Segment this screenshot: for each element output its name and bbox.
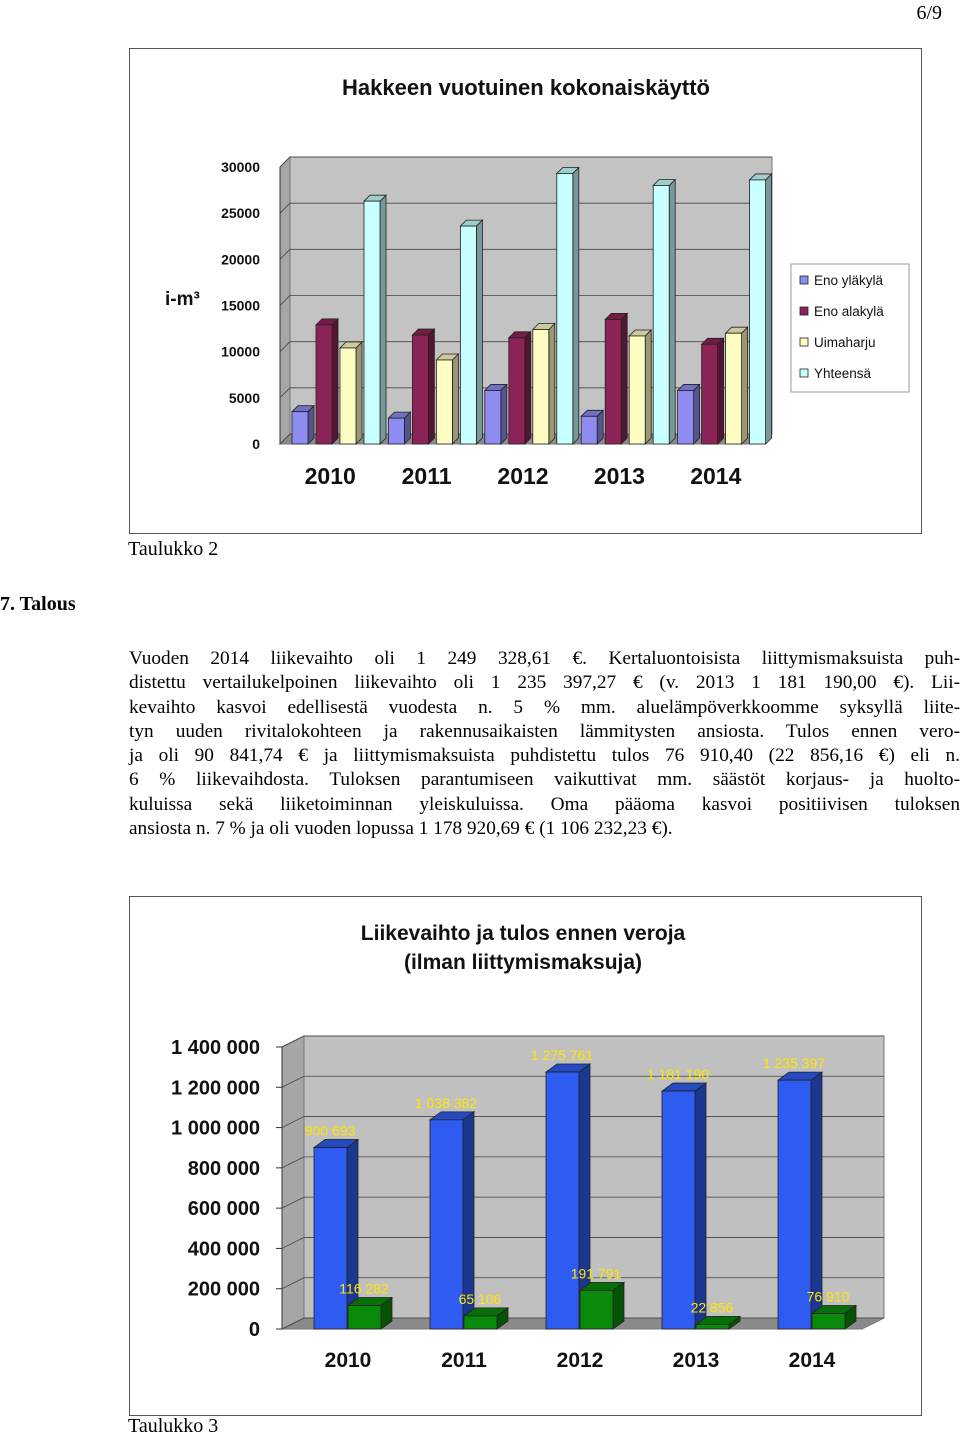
bar-side bbox=[742, 327, 748, 444]
chart-hakkeen-kaytto bbox=[129, 48, 922, 534]
bar bbox=[388, 412, 410, 444]
paragraph-line: ja oli 90 841,74 € ja liittymismaksuista puhdistettu tulos 76 910,40 (22 856,16 €) eli n. bbox=[129, 745, 960, 767]
chart-title: Liikevaihto ja tulos ennen veroja bbox=[360, 922, 686, 945]
bar-front bbox=[388, 418, 404, 444]
x-tick-label: 2010 bbox=[304, 463, 356, 489]
y-tick-label: 1 400 000 bbox=[171, 1037, 260, 1059]
section-heading: 7. Talous bbox=[0, 593, 76, 615]
bar-front bbox=[464, 1316, 497, 1329]
y-tick-label: 200 000 bbox=[187, 1278, 260, 1301]
caption-taulukko-2: Taulukko 2 bbox=[128, 538, 219, 560]
legend-swatch bbox=[800, 276, 808, 284]
bar bbox=[812, 1306, 856, 1329]
bar bbox=[316, 319, 338, 444]
bar-side bbox=[356, 342, 362, 444]
data-label: 22 856 bbox=[690, 1299, 734, 1316]
y-tick-label: 1 200 000 bbox=[171, 1077, 260, 1100]
bar-front bbox=[292, 412, 308, 444]
bar bbox=[533, 324, 555, 444]
bar bbox=[460, 220, 482, 444]
bar bbox=[485, 384, 507, 444]
bar-front bbox=[653, 185, 669, 444]
paragraph-line: kuluissa sekä liiketoiminnan yleiskuluissa. Oma pääoma kasvoi positiivisen tuloksen bbox=[129, 793, 960, 815]
bar-front bbox=[557, 173, 573, 444]
bar-front bbox=[316, 325, 332, 444]
data-label: 76 910 bbox=[806, 1288, 850, 1305]
bar-front bbox=[726, 333, 742, 444]
y-tick-label: 0 bbox=[248, 1319, 260, 1341]
bar bbox=[662, 1083, 706, 1329]
x-tick-label: 2011 bbox=[401, 463, 452, 489]
paragraph-line: tyn uuden rivitalokohteen ja rakennusaikaisten lämmitysten ansiosta. Tulos ennen vero- bbox=[129, 720, 960, 742]
legend-label: Yhteensä bbox=[814, 366, 872, 381]
bar-front bbox=[364, 201, 380, 444]
bar bbox=[412, 329, 434, 444]
body-paragraph bbox=[129, 647, 960, 841]
bar-front bbox=[678, 390, 694, 444]
bar-side bbox=[380, 195, 386, 444]
legend-label: Eno alakylä bbox=[814, 304, 884, 319]
bar-front bbox=[629, 336, 645, 444]
bar-side bbox=[694, 384, 700, 444]
plot-side-wall bbox=[282, 1036, 304, 1329]
bar-side bbox=[308, 406, 314, 444]
x-tick-label: 2010 bbox=[324, 1349, 372, 1372]
bar-front bbox=[314, 1148, 347, 1329]
bar-front bbox=[533, 330, 549, 444]
x-tick-label: 2011 bbox=[441, 1349, 487, 1372]
bar bbox=[581, 410, 603, 444]
legend-label: Uimaharju bbox=[814, 335, 876, 350]
bar bbox=[702, 338, 724, 444]
bar bbox=[557, 167, 579, 444]
bar bbox=[726, 327, 748, 444]
paragraph-line: ansiosta n. 7 % ja oli vuoden lopussa 1 178 920,69 € (1 106 232,23 €). bbox=[129, 818, 673, 840]
data-label: 900 693 bbox=[304, 1122, 356, 1139]
bar bbox=[292, 406, 314, 444]
legend-swatch bbox=[800, 369, 808, 377]
legend-swatch bbox=[800, 307, 808, 315]
data-label: 1 275 761 bbox=[530, 1047, 594, 1064]
bar-front bbox=[460, 226, 476, 444]
bar-front bbox=[662, 1091, 695, 1329]
y-tick-label: 1 000 000 bbox=[171, 1117, 260, 1140]
x-tick-label: 2013 bbox=[593, 463, 645, 489]
chart-liikevaihto-tulos bbox=[129, 896, 922, 1416]
page-number: 6/9 bbox=[916, 2, 942, 24]
paragraph-line: Vuoden 2014 liikevaihto oli 1 249 328,61 €. Kertaluontoisista liittymismaksuista puh- bbox=[129, 648, 960, 669]
y-tick-label: 600 000 bbox=[187, 1198, 260, 1221]
bar-front bbox=[340, 348, 356, 444]
bar-side bbox=[621, 313, 627, 444]
data-label: 65 106 bbox=[458, 1290, 502, 1307]
x-tick-label: 2013 bbox=[672, 1349, 720, 1372]
y-tick-label: 30000 bbox=[221, 159, 260, 175]
bar-front bbox=[348, 1306, 381, 1329]
bar bbox=[629, 330, 651, 444]
bar bbox=[348, 1298, 392, 1329]
bar-front bbox=[605, 319, 621, 444]
bar-side bbox=[573, 167, 579, 444]
bar-front bbox=[750, 180, 766, 444]
bar-side bbox=[476, 220, 482, 444]
data-label: 1 235 397 bbox=[762, 1055, 826, 1072]
bar-front bbox=[696, 1324, 729, 1329]
bar-front bbox=[485, 390, 501, 444]
bar-front bbox=[509, 338, 525, 444]
y-tick-label: 10000 bbox=[221, 343, 260, 360]
bar bbox=[580, 1282, 624, 1329]
data-label: 1 181 190 bbox=[646, 1066, 710, 1083]
bar bbox=[436, 354, 458, 444]
bar-side bbox=[332, 319, 338, 444]
bar-front bbox=[412, 335, 428, 444]
bar bbox=[678, 384, 700, 444]
data-label: 191 791 bbox=[570, 1265, 622, 1282]
x-tick-label: 2012 bbox=[497, 463, 549, 489]
bar bbox=[340, 342, 362, 444]
bar-side bbox=[501, 384, 507, 444]
chart-subtitle: (ilman liittymismaksuja) bbox=[403, 951, 643, 974]
bar bbox=[364, 195, 386, 444]
legend-label: Eno yläkylä bbox=[814, 273, 884, 288]
bar-front bbox=[436, 360, 452, 444]
bar-side bbox=[525, 332, 531, 444]
paragraph-line: distettu vertailukelpoinen liikevaihto oli 1 235 397,27 € (v. 2013 1 181 190,00 €). Lii- bbox=[129, 672, 960, 694]
bar bbox=[653, 179, 675, 444]
bar bbox=[464, 1308, 508, 1329]
paragraph-line: 6 % liikevaihdosta. Tuloksen parantumiseen vaikuttivat mm. säästöt korjaus- ja huolto- bbox=[129, 769, 960, 791]
y-tick-label: 20000 bbox=[221, 251, 260, 268]
bar-side bbox=[452, 354, 458, 444]
bar-front bbox=[580, 1290, 613, 1329]
bar-front bbox=[702, 344, 718, 444]
y-tick-label: 400 000 bbox=[187, 1238, 260, 1261]
legend bbox=[791, 264, 909, 392]
x-tick-label: 2012 bbox=[556, 1349, 604, 1372]
bar-side bbox=[428, 329, 434, 444]
bar bbox=[605, 313, 627, 444]
y-tick-label: 25000 bbox=[221, 205, 260, 222]
paragraph-line: kevaihto kasvoi edellisestä vuodesta n. 5 % mm. aluelämpöverkkoomme syksyllä liite- bbox=[129, 696, 960, 718]
caption-taulukko-3: Taulukko 3 bbox=[128, 1415, 219, 1437]
bar bbox=[509, 332, 531, 444]
x-tick-label: 2014 bbox=[690, 463, 742, 489]
bar-side bbox=[645, 330, 651, 444]
y-tick-label: 15000 bbox=[221, 297, 260, 314]
y-tick-label: 800 000 bbox=[187, 1157, 260, 1180]
y-axis-label: i-m³ bbox=[165, 289, 200, 310]
bar-side bbox=[695, 1083, 706, 1329]
bar-front bbox=[546, 1072, 579, 1329]
chart-title: Hakkeen vuotuinen kokonaiskäyttö bbox=[342, 75, 710, 100]
bar bbox=[750, 174, 772, 444]
y-tick-label: 5000 bbox=[228, 389, 260, 406]
bar-front bbox=[812, 1314, 845, 1329]
bar bbox=[314, 1140, 358, 1329]
bar-front bbox=[581, 416, 597, 444]
bar-side bbox=[549, 324, 555, 444]
data-label: 1 038 382 bbox=[414, 1094, 478, 1111]
legend-swatch bbox=[800, 338, 808, 346]
y-tick-label: 0 bbox=[252, 436, 260, 452]
bar-side bbox=[669, 179, 675, 444]
data-label: 116 282 bbox=[339, 1280, 389, 1297]
bar-side bbox=[766, 174, 772, 444]
bar-side bbox=[718, 338, 724, 444]
x-tick-label: 2014 bbox=[788, 1349, 836, 1372]
